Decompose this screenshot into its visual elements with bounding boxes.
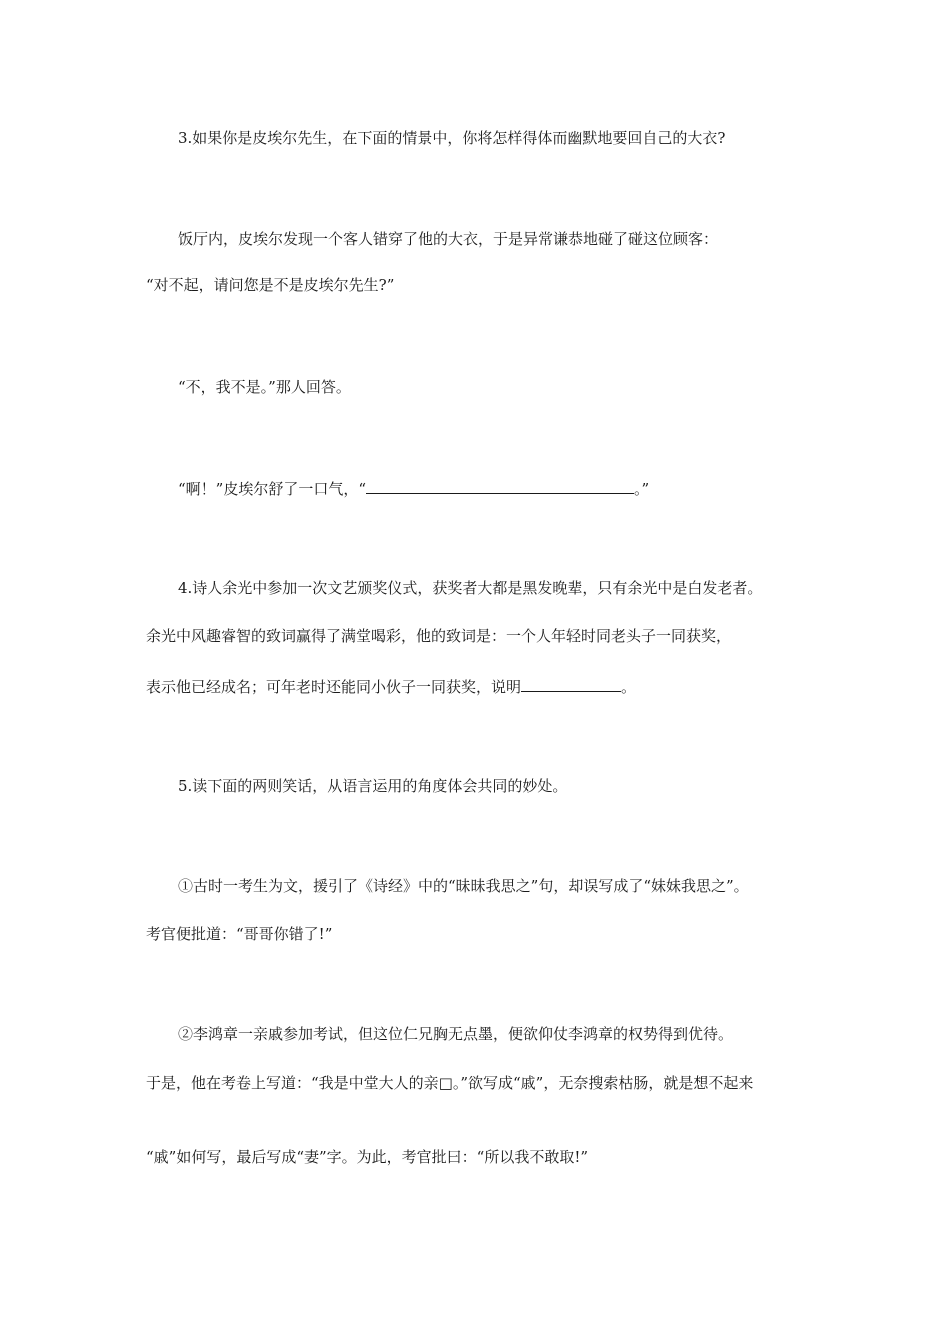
q4-answer-blank[interactable] (521, 675, 621, 692)
q3-answer-prefix: “啊！”皮埃尔舒了一口气，“ (178, 480, 367, 498)
q5-question: 5.读下面的两则笑话，从语言运用的角度体会共同的妙处。 (178, 777, 568, 795)
q4-line3-suffix: 。 (621, 678, 637, 696)
q3-scene-line1: 饭厅内，皮埃尔发现一个客人错穿了他的大衣，于是异常谦恭地碰了碰这位顾客： (178, 230, 719, 248)
q4-line3 (146, 675, 826, 698)
q3-answer-suffix: 。” (634, 480, 650, 498)
q5-joke1-line1: ①古时一考生为文，援引了《诗经》中的“昧昧我思之”句，却误写成了“妹妹我思之”。 (178, 877, 749, 895)
q4-line1: 4.诗人余光中参加一次文艺颁奖仪式，获奖者大都是黑发晚辈，只有余光中是白发老者。 (178, 579, 763, 597)
q3-question: 3.如果你是皮埃尔先生，在下面的情景中，你将怎样得体而幽默地要回自己的大衣? (178, 129, 726, 147)
q5-joke2-line2: 于是，他在考卷上写道：“我是中堂大人的亲□。”欲写成“戚”，无奈搜索枯肠，就是想不起来 (146, 1074, 754, 1092)
q4-line3-prefix: 表示他已经成名；可年老时还能同小伙子一同获奖，说明 (146, 678, 522, 696)
q5-joke1-line2: 考官便批道：“哥哥你错了!” (146, 925, 333, 943)
q5-joke2-line1: ②李鸿章一亲戚参加考试，但这位仁兄胸无点墨，便欲仰仗李鸿章的权势得到优待。 (178, 1025, 734, 1043)
q4-line2: 余光中风趣睿智的致词赢得了满堂喝彩，他的致词是：一个人年轻时同老头子一同获奖， (146, 627, 732, 645)
q3-answer-line (178, 477, 826, 500)
q3-reply: “不，我不是。”那人回答。 (178, 378, 351, 396)
q5-joke2-line3: “戚”如何写，最后写成“妻”字。为此，考官批曰：“所以我不敢取!” (146, 1148, 589, 1166)
q3-scene-line2: “对不起，请问您是不是皮埃尔先生?” (146, 276, 395, 294)
q3-answer-blank[interactable] (366, 477, 634, 494)
